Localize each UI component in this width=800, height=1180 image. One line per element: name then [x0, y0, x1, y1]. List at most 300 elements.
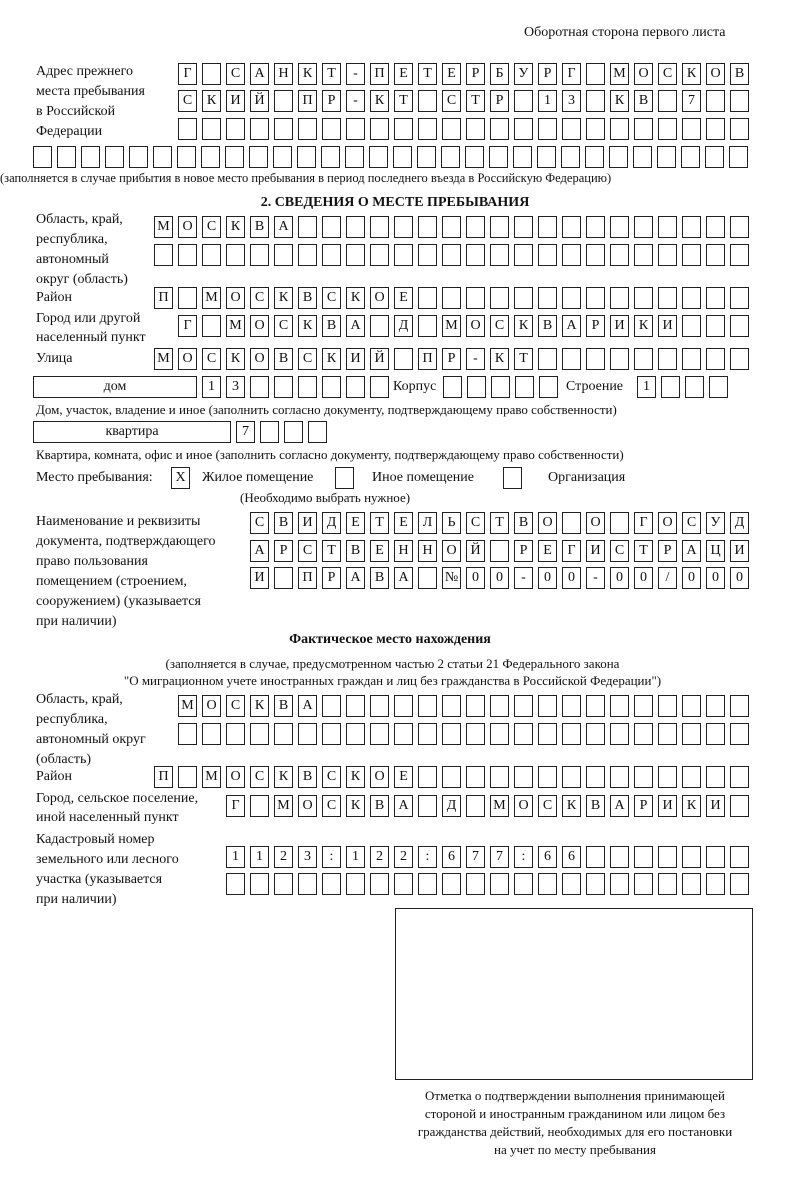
char-cell[interactable] [634, 287, 653, 309]
char-cell[interactable]: С [202, 348, 221, 370]
char-cell[interactable] [610, 512, 629, 534]
char-cell[interactable]: С [298, 540, 317, 562]
char-cell[interactable]: Ц [706, 540, 725, 562]
char-cell[interactable]: 1 [637, 376, 656, 398]
char-cell[interactable]: С [610, 540, 629, 562]
char-cell[interactable] [610, 216, 629, 238]
char-cell[interactable] [610, 695, 629, 717]
char-cell[interactable] [730, 287, 749, 309]
char-cell[interactable] [634, 244, 653, 266]
char-cell[interactable] [633, 146, 652, 168]
char-cell[interactable]: К [250, 695, 269, 717]
char-cell[interactable] [346, 376, 365, 398]
region-row-2[interactable] [154, 244, 749, 266]
char-cell[interactable]: Р [490, 90, 509, 112]
char-cell[interactable] [466, 216, 485, 238]
char-cell[interactable]: М [610, 63, 629, 85]
char-cell[interactable]: А [682, 540, 701, 562]
char-cell[interactable]: Е [538, 540, 557, 562]
char-cell[interactable] [538, 873, 557, 895]
char-cell[interactable] [442, 287, 461, 309]
char-cell[interactable] [274, 873, 293, 895]
char-cell[interactable] [661, 376, 680, 398]
street-row[interactable] [154, 348, 749, 370]
char-cell[interactable] [514, 90, 533, 112]
char-cell[interactable] [610, 766, 629, 788]
char-cell[interactable] [274, 90, 293, 112]
char-cell[interactable] [706, 348, 725, 370]
char-cell[interactable] [706, 846, 725, 868]
char-cell[interactable] [370, 118, 389, 140]
char-cell[interactable]: С [466, 512, 485, 534]
char-cell[interactable] [417, 146, 436, 168]
char-cell[interactable] [682, 846, 701, 868]
char-cell[interactable]: Т [466, 90, 485, 112]
cadastre-row-2[interactable] [226, 873, 749, 895]
char-cell[interactable]: К [274, 287, 293, 309]
char-cell[interactable]: К [202, 90, 221, 112]
char-cell[interactable] [394, 244, 413, 266]
char-cell[interactable] [682, 348, 701, 370]
korpus-row[interactable] [443, 376, 558, 398]
char-cell[interactable] [274, 376, 293, 398]
char-cell[interactable]: Р [658, 540, 677, 562]
char-cell[interactable] [634, 216, 653, 238]
char-cell[interactable] [562, 244, 581, 266]
char-cell[interactable]: О [658, 512, 677, 534]
char-cell[interactable]: 2 [370, 846, 389, 868]
char-cell[interactable] [370, 695, 389, 717]
char-cell[interactable] [514, 118, 533, 140]
char-cell[interactable] [442, 216, 461, 238]
char-cell[interactable]: 7 [466, 846, 485, 868]
char-cell[interactable]: П [418, 348, 437, 370]
char-cell[interactable] [226, 723, 245, 745]
char-cell[interactable]: О [226, 287, 245, 309]
district-row[interactable] [154, 287, 749, 309]
char-cell[interactable] [322, 723, 341, 745]
char-cell[interactable] [322, 873, 341, 895]
char-cell[interactable]: А [610, 795, 629, 817]
char-cell[interactable]: М [178, 695, 197, 717]
char-cell[interactable] [442, 118, 461, 140]
char-cell[interactable]: В [274, 512, 293, 534]
char-cell[interactable]: В [586, 795, 605, 817]
char-cell[interactable]: Р [538, 63, 557, 85]
char-cell[interactable]: С [250, 766, 269, 788]
char-cell[interactable] [467, 376, 486, 398]
char-cell[interactable] [586, 873, 605, 895]
char-cell[interactable]: 1 [250, 846, 269, 868]
char-cell[interactable] [298, 216, 317, 238]
char-cell[interactable] [730, 846, 749, 868]
char-cell[interactable]: 0 [538, 567, 557, 589]
char-cell[interactable] [562, 695, 581, 717]
char-cell[interactable]: 1 [202, 376, 221, 398]
char-cell[interactable]: Т [394, 90, 413, 112]
char-cell[interactable] [514, 873, 533, 895]
char-cell[interactable]: Т [490, 512, 509, 534]
char-cell[interactable]: П [154, 287, 173, 309]
char-cell[interactable] [298, 873, 317, 895]
char-cell[interactable]: В [250, 216, 269, 238]
char-cell[interactable] [730, 244, 749, 266]
char-cell[interactable] [250, 795, 269, 817]
char-cell[interactable] [634, 695, 653, 717]
char-cell[interactable] [178, 766, 197, 788]
char-cell[interactable] [466, 695, 485, 717]
char-cell[interactable]: И [250, 567, 269, 589]
char-cell[interactable]: С [682, 512, 701, 534]
char-cell[interactable] [489, 146, 508, 168]
char-cell[interactable]: О [370, 287, 389, 309]
char-cell[interactable] [682, 287, 701, 309]
char-cell[interactable] [514, 766, 533, 788]
char-cell[interactable]: В [634, 90, 653, 112]
char-cell[interactable] [586, 287, 605, 309]
char-cell[interactable] [586, 695, 605, 717]
char-cell[interactable]: П [298, 567, 317, 589]
char-cell[interactable]: 3 [298, 846, 317, 868]
char-cell[interactable] [418, 766, 437, 788]
char-cell[interactable]: К [226, 216, 245, 238]
char-cell[interactable] [682, 315, 701, 337]
char-cell[interactable]: 0 [634, 567, 653, 589]
char-cell[interactable]: К [226, 348, 245, 370]
char-cell[interactable] [682, 244, 701, 266]
char-cell[interactable] [297, 146, 316, 168]
char-cell[interactable] [658, 90, 677, 112]
char-cell[interactable]: К [490, 348, 509, 370]
char-cell[interactable] [284, 421, 303, 443]
char-cell[interactable] [730, 723, 749, 745]
char-cell[interactable]: К [346, 287, 365, 309]
char-cell[interactable] [730, 315, 749, 337]
char-cell[interactable] [466, 795, 485, 817]
char-cell[interactable] [562, 216, 581, 238]
char-cell[interactable] [346, 873, 365, 895]
char-cell[interactable] [418, 723, 437, 745]
char-cell[interactable] [658, 244, 677, 266]
char-cell[interactable] [490, 873, 509, 895]
char-cell[interactable]: А [394, 795, 413, 817]
char-cell[interactable] [345, 146, 364, 168]
char-cell[interactable]: 2 [274, 846, 293, 868]
char-cell[interactable] [682, 216, 701, 238]
char-cell[interactable] [562, 873, 581, 895]
char-cell[interactable] [657, 146, 676, 168]
actual-region-row-2[interactable] [178, 723, 749, 745]
char-cell[interactable]: О [370, 766, 389, 788]
char-cell[interactable] [706, 244, 725, 266]
stroenie-row[interactable] [637, 376, 728, 398]
char-cell[interactable]: Г [178, 315, 197, 337]
char-cell[interactable]: Й [466, 540, 485, 562]
char-cell[interactable]: 7 [236, 421, 255, 443]
char-cell[interactable] [394, 348, 413, 370]
char-cell[interactable] [346, 695, 365, 717]
char-cell[interactable] [274, 723, 293, 745]
char-cell[interactable] [442, 766, 461, 788]
char-cell[interactable]: / [658, 567, 677, 589]
char-cell[interactable]: О [178, 216, 197, 238]
char-cell[interactable]: Д [442, 795, 461, 817]
char-cell[interactable] [418, 567, 437, 589]
char-cell[interactable]: С [442, 90, 461, 112]
char-cell[interactable] [538, 695, 557, 717]
char-cell[interactable]: М [442, 315, 461, 337]
char-cell[interactable] [658, 873, 677, 895]
char-cell[interactable] [514, 723, 533, 745]
prev-address-row-4[interactable] [33, 146, 748, 168]
char-cell[interactable]: Г [634, 512, 653, 534]
char-cell[interactable] [706, 873, 725, 895]
char-cell[interactable]: 6 [538, 846, 557, 868]
char-cell[interactable] [370, 376, 389, 398]
char-cell[interactable] [226, 873, 245, 895]
char-cell[interactable]: С [250, 512, 269, 534]
char-cell[interactable]: В [370, 567, 389, 589]
char-cell[interactable] [586, 216, 605, 238]
char-cell[interactable]: - [346, 63, 365, 85]
char-cell[interactable] [490, 540, 509, 562]
char-cell[interactable] [394, 118, 413, 140]
char-cell[interactable]: 0 [730, 567, 749, 589]
char-cell[interactable]: Н [274, 63, 293, 85]
char-cell[interactable] [706, 766, 725, 788]
char-cell[interactable] [610, 287, 629, 309]
char-cell[interactable] [682, 695, 701, 717]
char-cell[interactable]: В [322, 315, 341, 337]
char-cell[interactable] [538, 348, 557, 370]
char-cell[interactable] [610, 873, 629, 895]
flat-type-field[interactable]: квартира [33, 421, 231, 443]
char-cell[interactable] [225, 146, 244, 168]
char-cell[interactable] [562, 723, 581, 745]
char-cell[interactable]: О [202, 695, 221, 717]
char-cell[interactable]: А [274, 216, 293, 238]
char-cell[interactable]: О [298, 795, 317, 817]
char-cell[interactable] [681, 146, 700, 168]
char-cell[interactable]: Т [514, 348, 533, 370]
char-cell[interactable]: 2 [394, 846, 413, 868]
char-cell[interactable] [586, 244, 605, 266]
char-cell[interactable]: 7 [490, 846, 509, 868]
char-cell[interactable]: - [466, 348, 485, 370]
char-cell[interactable]: А [562, 315, 581, 337]
char-cell[interactable]: А [250, 63, 269, 85]
char-cell[interactable] [442, 244, 461, 266]
char-cell[interactable]: М [154, 216, 173, 238]
char-cell[interactable]: К [346, 766, 365, 788]
char-cell[interactable] [610, 846, 629, 868]
char-cell[interactable]: Ь [442, 512, 461, 534]
char-cell[interactable]: М [226, 315, 245, 337]
char-cell[interactable] [562, 766, 581, 788]
char-cell[interactable] [658, 348, 677, 370]
char-cell[interactable] [490, 766, 509, 788]
char-cell[interactable]: : [322, 846, 341, 868]
char-cell[interactable] [370, 723, 389, 745]
char-cell[interactable]: С [322, 795, 341, 817]
char-cell[interactable] [538, 244, 557, 266]
char-cell[interactable]: А [394, 567, 413, 589]
char-cell[interactable] [202, 63, 221, 85]
char-cell[interactable]: С [250, 287, 269, 309]
char-cell[interactable]: Е [394, 287, 413, 309]
char-cell[interactable] [658, 766, 677, 788]
char-cell[interactable] [730, 90, 749, 112]
char-cell[interactable]: Б [490, 63, 509, 85]
char-cell[interactable]: Т [634, 540, 653, 562]
char-cell[interactable]: К [610, 90, 629, 112]
char-cell[interactable] [177, 146, 196, 168]
char-cell[interactable] [105, 146, 124, 168]
char-cell[interactable] [442, 873, 461, 895]
char-cell[interactable] [682, 873, 701, 895]
char-cell[interactable] [490, 244, 509, 266]
char-cell[interactable]: Т [322, 540, 341, 562]
char-cell[interactable] [586, 118, 605, 140]
char-cell[interactable]: К [274, 766, 293, 788]
char-cell[interactable] [682, 118, 701, 140]
char-cell[interactable] [730, 348, 749, 370]
char-cell[interactable]: М [274, 795, 293, 817]
char-cell[interactable]: В [274, 348, 293, 370]
char-cell[interactable]: Е [346, 512, 365, 534]
char-cell[interactable]: - [346, 90, 365, 112]
cadastre-row-1[interactable] [226, 846, 749, 868]
char-cell[interactable]: О [538, 512, 557, 534]
char-cell[interactable]: К [634, 315, 653, 337]
char-cell[interactable] [706, 90, 725, 112]
char-cell[interactable]: Д [322, 512, 341, 534]
char-cell[interactable] [562, 512, 581, 534]
char-cell[interactable] [418, 244, 437, 266]
char-cell[interactable] [514, 695, 533, 717]
char-cell[interactable]: В [730, 63, 749, 85]
char-cell[interactable] [178, 244, 197, 266]
char-cell[interactable] [393, 146, 412, 168]
prev-address-row-2[interactable] [178, 90, 749, 112]
char-cell[interactable]: К [682, 795, 701, 817]
char-cell[interactable]: Д [394, 315, 413, 337]
char-cell[interactable] [346, 244, 365, 266]
document-row-3[interactable] [250, 567, 749, 589]
char-cell[interactable] [634, 348, 653, 370]
document-row-2[interactable] [250, 540, 749, 562]
char-cell[interactable] [466, 766, 485, 788]
actual-city-row[interactable] [226, 795, 749, 817]
prev-address-row-3[interactable] [178, 118, 749, 140]
char-cell[interactable] [490, 216, 509, 238]
char-cell[interactable] [538, 287, 557, 309]
char-cell[interactable] [562, 348, 581, 370]
char-cell[interactable] [466, 244, 485, 266]
char-cell[interactable]: Е [394, 63, 413, 85]
char-cell[interactable] [250, 244, 269, 266]
other-premises-checkbox[interactable] [335, 467, 354, 489]
char-cell[interactable] [730, 695, 749, 717]
char-cell[interactable]: С [202, 216, 221, 238]
char-cell[interactable]: И [298, 512, 317, 534]
char-cell[interactable] [561, 146, 580, 168]
char-cell[interactable]: Г [562, 63, 581, 85]
char-cell[interactable] [586, 723, 605, 745]
char-cell[interactable]: П [154, 766, 173, 788]
char-cell[interactable] [274, 567, 293, 589]
char-cell[interactable]: И [730, 540, 749, 562]
char-cell[interactable]: И [658, 795, 677, 817]
char-cell[interactable] [658, 723, 677, 745]
char-cell[interactable] [706, 695, 725, 717]
char-cell[interactable] [346, 216, 365, 238]
char-cell[interactable]: 3 [226, 376, 245, 398]
char-cell[interactable]: Д [730, 512, 749, 534]
char-cell[interactable] [370, 244, 389, 266]
char-cell[interactable]: И [658, 315, 677, 337]
char-cell[interactable] [274, 244, 293, 266]
char-cell[interactable] [250, 723, 269, 745]
char-cell[interactable] [562, 287, 581, 309]
char-cell[interactable]: Г [562, 540, 581, 562]
char-cell[interactable] [466, 723, 485, 745]
char-cell[interactable]: П [298, 90, 317, 112]
char-cell[interactable] [298, 376, 317, 398]
char-cell[interactable] [538, 216, 557, 238]
char-cell[interactable] [250, 873, 269, 895]
char-cell[interactable]: В [298, 287, 317, 309]
char-cell[interactable] [441, 146, 460, 168]
char-cell[interactable] [226, 244, 245, 266]
char-cell[interactable] [322, 244, 341, 266]
char-cell[interactable] [490, 695, 509, 717]
char-cell[interactable]: М [202, 766, 221, 788]
char-cell[interactable] [490, 287, 509, 309]
char-cell[interactable] [370, 216, 389, 238]
char-cell[interactable]: Г [178, 63, 197, 85]
char-cell[interactable] [370, 873, 389, 895]
char-cell[interactable] [706, 315, 725, 337]
char-cell[interactable] [730, 795, 749, 817]
char-cell[interactable]: 0 [466, 567, 485, 589]
char-cell[interactable]: М [202, 287, 221, 309]
char-cell[interactable] [322, 376, 341, 398]
char-cell[interactable]: Г [226, 795, 245, 817]
char-cell[interactable]: 1 [226, 846, 245, 868]
char-cell[interactable] [658, 846, 677, 868]
char-cell[interactable] [586, 348, 605, 370]
char-cell[interactable] [442, 695, 461, 717]
char-cell[interactable]: Р [322, 567, 341, 589]
char-cell[interactable]: Й [370, 348, 389, 370]
char-cell[interactable] [705, 146, 724, 168]
char-cell[interactable] [539, 376, 558, 398]
char-cell[interactable] [442, 723, 461, 745]
char-cell[interactable] [57, 146, 76, 168]
char-cell[interactable]: М [154, 348, 173, 370]
char-cell[interactable]: О [586, 512, 605, 534]
document-row-1[interactable] [250, 512, 749, 534]
char-cell[interactable] [610, 348, 629, 370]
char-cell[interactable]: 0 [490, 567, 509, 589]
char-cell[interactable]: 0 [682, 567, 701, 589]
char-cell[interactable]: Р [586, 315, 605, 337]
char-cell[interactable]: Т [370, 512, 389, 534]
char-cell[interactable] [466, 287, 485, 309]
char-cell[interactable]: К [682, 63, 701, 85]
char-cell[interactable]: В [298, 766, 317, 788]
